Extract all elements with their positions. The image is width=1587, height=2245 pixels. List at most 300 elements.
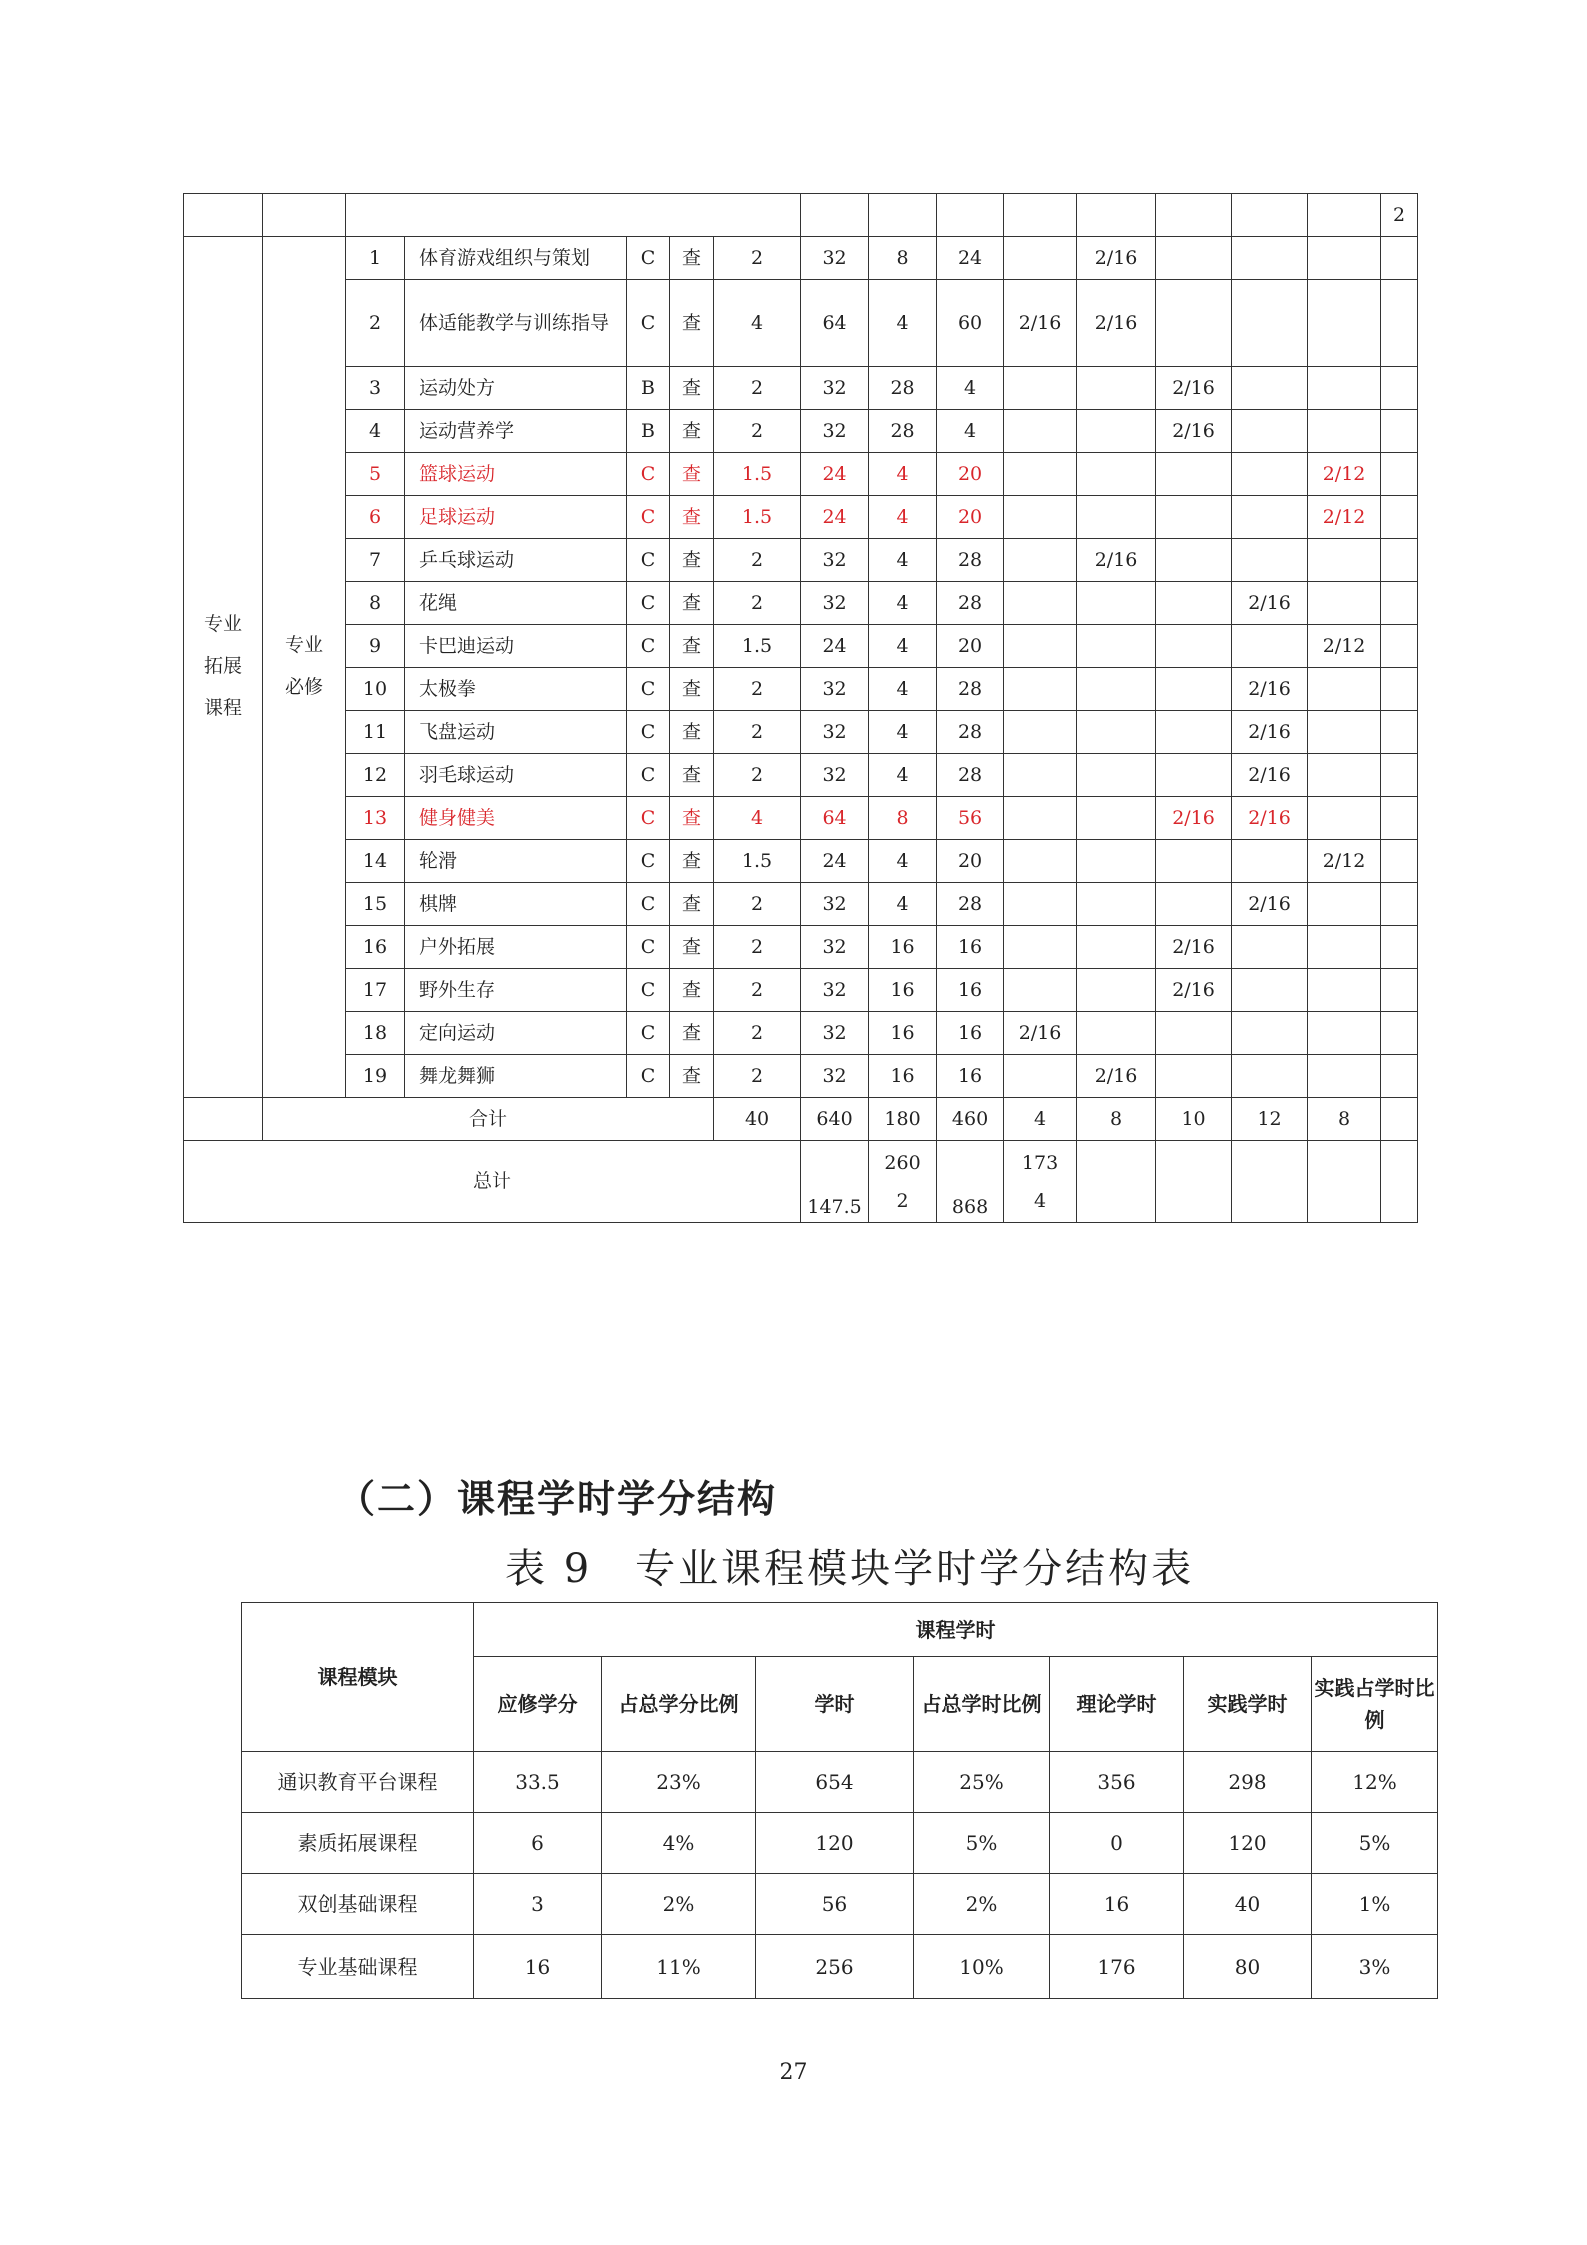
table-row (184, 1055, 1418, 1098)
subtotal-label: 合计 (263, 1098, 714, 1141)
semester-s3: 2/16 (1156, 367, 1232, 410)
total-practice-top: 173 (1021, 1151, 1059, 1174)
semester-s2 (1077, 625, 1156, 668)
course-name: 卡巴迪运动 (405, 625, 627, 668)
practice-hours: 28 (937, 582, 1004, 625)
semester-s2 (1077, 410, 1156, 453)
course-name: 户外拓展 (405, 926, 627, 969)
column-header: 占总学分比例 (602, 1657, 756, 1752)
course-number: 5 (346, 453, 405, 496)
table-cell (1381, 1012, 1418, 1055)
hours: 24 (801, 496, 869, 539)
credits: 1.5 (714, 496, 801, 539)
structure-practice: 80 (1184, 1935, 1312, 1999)
practice-hours: 20 (937, 496, 1004, 539)
table-cell (1381, 410, 1418, 453)
semester-s1 (1004, 625, 1077, 668)
hours: 32 (801, 926, 869, 969)
course-name: 足球运动 (405, 496, 627, 539)
course-number: 18 (346, 1012, 405, 1055)
course-number: 15 (346, 883, 405, 926)
course-type: C (627, 453, 670, 496)
exam-type: 查 (670, 926, 714, 969)
total-theory: 868 (937, 1141, 1004, 1223)
semester-s2 (1077, 797, 1156, 840)
course-number: 13 (346, 797, 405, 840)
column-header: 应修学分 (474, 1657, 602, 1752)
course-type: C (627, 1012, 670, 1055)
semester-s4 (1232, 1055, 1308, 1098)
table-cell (1381, 453, 1418, 496)
semester-s5 (1308, 1012, 1381, 1055)
structure-credit-pct: 11% (602, 1935, 756, 1999)
semester-s2 (1077, 367, 1156, 410)
structure-module: 双创基础课程 (242, 1874, 474, 1935)
course-type: C (627, 625, 670, 668)
course-number: 17 (346, 969, 405, 1012)
table-row (184, 711, 1418, 754)
course-type: C (627, 668, 670, 711)
semester-s5: 2/12 (1308, 496, 1381, 539)
course-type: C (627, 711, 670, 754)
theory-hours: 4 (869, 625, 937, 668)
semester-s5 (1308, 582, 1381, 625)
hours: 24 (801, 453, 869, 496)
table-cell (1381, 1141, 1418, 1223)
course-type: C (627, 926, 670, 969)
practice-hours: 60 (937, 280, 1004, 367)
exam-type: 查 (670, 539, 714, 582)
practice-hours: 56 (937, 797, 1004, 840)
theory-hours: 4 (869, 883, 937, 926)
table-cell (1381, 754, 1418, 797)
semester-s3: 2/16 (1156, 797, 1232, 840)
table-row (184, 797, 1418, 840)
semester-s3 (1156, 1055, 1232, 1098)
semester-s2 (1077, 496, 1156, 539)
total-practice-bottom: 4 (1034, 1189, 1047, 1212)
column-header: 占总学时比例 (914, 1657, 1050, 1752)
structure-hour-pct: 2% (914, 1874, 1050, 1935)
table-header-row (242, 1603, 1438, 1657)
structure-practice: 298 (1184, 1752, 1312, 1813)
practice-hours: 4 (937, 410, 1004, 453)
page-number: 27 (779, 2060, 808, 2085)
semester-s2 (1077, 883, 1156, 926)
exam-type: 查 (670, 237, 714, 280)
theory-hours: 16 (869, 1055, 937, 1098)
exam-type: 查 (670, 367, 714, 410)
semester-s3 (1156, 840, 1232, 883)
hours: 32 (801, 410, 869, 453)
table-cell (1381, 969, 1418, 1012)
exam-type: 查 (670, 280, 714, 367)
hours: 24 (801, 840, 869, 883)
semester-s1: 2/16 (1004, 1012, 1077, 1055)
credits: 1.5 (714, 840, 801, 883)
credits: 2 (714, 367, 801, 410)
structure-hours: 654 (756, 1752, 914, 1813)
semester-s5 (1308, 711, 1381, 754)
semester-s4 (1232, 926, 1308, 969)
structure-module: 专业基础课程 (242, 1935, 474, 1999)
hours: 32 (801, 367, 869, 410)
subtotal-s5: 8 (1308, 1098, 1381, 1141)
semester-s3: 2/16 (1156, 969, 1232, 1012)
semester-s5 (1308, 410, 1381, 453)
exam-type: 查 (670, 582, 714, 625)
column-header: 理论学时 (1050, 1657, 1184, 1752)
course-type: C (627, 797, 670, 840)
semester-s5 (1308, 754, 1381, 797)
course-name: 太极拳 (405, 668, 627, 711)
table-row (184, 1012, 1418, 1055)
column-header: 实践学时 (1184, 1657, 1312, 1752)
semester-s4: 2/16 (1232, 883, 1308, 926)
table-row (184, 754, 1418, 797)
credits: 4 (714, 797, 801, 840)
semester-s3: 2/16 (1156, 926, 1232, 969)
table-row (184, 625, 1418, 668)
course-name: 乒乓球运动 (405, 539, 627, 582)
credits: 2 (714, 754, 801, 797)
semester-s5 (1308, 280, 1381, 367)
semester-s1 (1004, 410, 1077, 453)
credits: 1.5 (714, 625, 801, 668)
semester-s1 (1004, 969, 1077, 1012)
course-type: C (627, 237, 670, 280)
course-type: C (627, 1055, 670, 1098)
course-name: 舞龙舞狮 (405, 1055, 627, 1098)
semester-s2 (1077, 754, 1156, 797)
table-row (242, 1935, 1438, 1999)
theory-hours: 4 (869, 668, 937, 711)
subtotal-s2: 8 (1077, 1098, 1156, 1141)
structure-theory: 176 (1050, 1935, 1184, 1999)
hours: 32 (801, 582, 869, 625)
semester-s5 (1308, 797, 1381, 840)
exam-type: 查 (670, 625, 714, 668)
semester-s1 (1004, 883, 1077, 926)
semester-s1 (1004, 797, 1077, 840)
credits: 2 (714, 539, 801, 582)
course-type: C (627, 280, 670, 367)
total-row (184, 1141, 1418, 1223)
practice-hours: 4 (937, 367, 1004, 410)
category-label: 专业 拓展 课程 (184, 237, 263, 1098)
table-cell (1381, 539, 1418, 582)
total-hours (869, 1141, 937, 1223)
theory-hours: 28 (869, 367, 937, 410)
hours: 32 (801, 237, 869, 280)
practice-hours: 16 (937, 1012, 1004, 1055)
practice-hours: 16 (937, 969, 1004, 1012)
practice-hours: 16 (937, 1055, 1004, 1098)
section-heading: （二）课程学时学分结构 (337, 1477, 778, 1521)
exam-type: 查 (670, 1055, 714, 1098)
practice-hours: 20 (937, 453, 1004, 496)
theory-hours: 4 (869, 280, 937, 367)
semester-s3: 2/16 (1156, 410, 1232, 453)
semester-s2 (1077, 668, 1156, 711)
structure-practice-pct: 1% (1312, 1874, 1438, 1935)
hours: 32 (801, 1055, 869, 1098)
course-name: 运动营养学 (405, 410, 627, 453)
structure-practice-pct: 5% (1312, 1813, 1438, 1874)
semester-s5 (1308, 926, 1381, 969)
course-name: 篮球运动 (405, 453, 627, 496)
semester-s1 (1004, 1055, 1077, 1098)
table-row (184, 668, 1418, 711)
semester-s4 (1232, 410, 1308, 453)
structure-hour-pct: 10% (914, 1935, 1050, 1999)
course-number: 19 (346, 1055, 405, 1098)
semester-s3 (1156, 496, 1232, 539)
practice-hours: 24 (937, 237, 1004, 280)
structure-theory: 0 (1050, 1813, 1184, 1874)
semester-s1 (1004, 668, 1077, 711)
theory-hours: 4 (869, 840, 937, 883)
structure-credit-pct: 23% (602, 1752, 756, 1813)
table-cell (1381, 711, 1418, 754)
total-credits: 147.5 (801, 1141, 869, 1223)
hours: 32 (801, 754, 869, 797)
table-cell (1381, 367, 1418, 410)
practice-hours: 28 (937, 883, 1004, 926)
semester-s4 (1232, 453, 1308, 496)
semester-s1 (1004, 453, 1077, 496)
semester-s2: 2/16 (1077, 280, 1156, 367)
theory-hours: 16 (869, 969, 937, 1012)
course-name: 羽毛球运动 (405, 754, 627, 797)
credits: 1.5 (714, 453, 801, 496)
semester-s2: 2/16 (1077, 237, 1156, 280)
semester-s5: 2/12 (1308, 840, 1381, 883)
course-name: 体适能教学与训练指导 (405, 280, 627, 367)
theory-hours: 8 (869, 237, 937, 280)
semester-s3 (1156, 625, 1232, 668)
structure-credits: 33.5 (474, 1752, 602, 1813)
semester-s3 (1156, 883, 1232, 926)
table-row (184, 237, 1418, 280)
credits: 2 (714, 1012, 801, 1055)
exam-type: 查 (670, 496, 714, 539)
total-hours-bottom: 2 (896, 1189, 909, 1212)
semester-s1 (1004, 926, 1077, 969)
semester-s3 (1156, 754, 1232, 797)
table-cell (1381, 1055, 1418, 1098)
semester-s2 (1077, 711, 1156, 754)
theory-hours: 4 (869, 453, 937, 496)
structure-practice: 120 (1184, 1813, 1312, 1874)
table-cell (1232, 1141, 1308, 1223)
total-hours-top: 260 (884, 1151, 921, 1174)
semester-s1 (1004, 539, 1077, 582)
theory-hours: 4 (869, 496, 937, 539)
structure-practice-pct: 12% (1312, 1752, 1438, 1813)
credits: 2 (714, 883, 801, 926)
semester-s1 (1004, 754, 1077, 797)
table-title: 表 9 专业课程模块学时学分结构表 (505, 1546, 1195, 1592)
practice-hours: 16 (937, 926, 1004, 969)
course-name: 棋牌 (405, 883, 627, 926)
semester-s3 (1156, 539, 1232, 582)
course-type: C (627, 754, 670, 797)
structure-module: 通识教育平台课程 (242, 1752, 474, 1813)
hours: 64 (801, 280, 869, 367)
table-row (242, 1874, 1438, 1935)
semester-s5 (1308, 237, 1381, 280)
structure-table (241, 1602, 1438, 1999)
hours: 24 (801, 625, 869, 668)
subtotal-hours: 640 (801, 1098, 869, 1141)
semester-s3 (1156, 582, 1232, 625)
course-number: 9 (346, 625, 405, 668)
practice-hours: 28 (937, 711, 1004, 754)
structure-hours: 120 (756, 1813, 914, 1874)
hours: 32 (801, 539, 869, 582)
exam-type: 查 (670, 797, 714, 840)
credits: 2 (714, 926, 801, 969)
semester-s1 (1004, 367, 1077, 410)
hours: 32 (801, 883, 869, 926)
subtotal-s3: 10 (1156, 1098, 1232, 1141)
hours: 32 (801, 969, 869, 1012)
semester-s2 (1077, 1012, 1156, 1055)
semester-s1 (1004, 711, 1077, 754)
table-row (184, 969, 1418, 1012)
semester-s4: 2/16 (1232, 711, 1308, 754)
exam-type: 查 (670, 840, 714, 883)
semester-s1 (1004, 237, 1077, 280)
practice-hours: 28 (937, 754, 1004, 797)
table-row (242, 1813, 1438, 1874)
course-table (183, 193, 1418, 1223)
course-number: 6 (346, 496, 405, 539)
table-cell (1381, 926, 1418, 969)
subtotal-row (184, 1098, 1418, 1141)
structure-practice-pct: 3% (1312, 1935, 1438, 1999)
table-row (184, 453, 1418, 496)
table-row (184, 840, 1418, 883)
theory-hours: 4 (869, 582, 937, 625)
table-cell (1381, 883, 1418, 926)
credits: 2 (714, 668, 801, 711)
structure-theory: 356 (1050, 1752, 1184, 1813)
course-name: 野外生存 (405, 969, 627, 1012)
exam-type: 查 (670, 883, 714, 926)
semester-s5 (1308, 668, 1381, 711)
credits: 2 (714, 711, 801, 754)
semester-s4: 2/16 (1232, 797, 1308, 840)
total-label: 总计 (184, 1141, 801, 1223)
table-cell (1381, 797, 1418, 840)
course-name: 花绳 (405, 582, 627, 625)
course-type: C (627, 883, 670, 926)
theory-hours: 16 (869, 926, 937, 969)
semester-s2: 2/16 (1077, 539, 1156, 582)
semester-s4: 2/16 (1232, 582, 1308, 625)
theory-hours: 4 (869, 711, 937, 754)
semester-s4 (1232, 539, 1308, 582)
semester-s4 (1232, 1012, 1308, 1055)
exam-type: 查 (670, 754, 714, 797)
course-number: 7 (346, 539, 405, 582)
course-number: 4 (346, 410, 405, 453)
credits: 2 (714, 410, 801, 453)
subtotal-credits: 40 (714, 1098, 801, 1141)
semester-s3 (1156, 237, 1232, 280)
semester-s4 (1232, 625, 1308, 668)
structure-credit-pct: 2% (602, 1874, 756, 1935)
semester-s3 (1156, 453, 1232, 496)
course-name: 飞盘运动 (405, 711, 627, 754)
course-number: 8 (346, 582, 405, 625)
practice-hours: 20 (937, 840, 1004, 883)
table-cell (1381, 668, 1418, 711)
table-cell (1381, 237, 1418, 280)
semester-s5: 2/12 (1308, 453, 1381, 496)
semester-s2: 2/16 (1077, 1055, 1156, 1098)
practice-hours: 28 (937, 668, 1004, 711)
theory-hours: 8 (869, 797, 937, 840)
course-type: C (627, 539, 670, 582)
semester-s4: 2/16 (1232, 754, 1308, 797)
table-cell (1156, 1141, 1232, 1223)
hours: 32 (801, 668, 869, 711)
table-cell (1077, 1141, 1156, 1223)
exam-type: 查 (670, 969, 714, 1012)
course-name: 运动处方 (405, 367, 627, 410)
course-number: 14 (346, 840, 405, 883)
semester-s5 (1308, 883, 1381, 926)
table-cell (1381, 625, 1418, 668)
table-row (184, 926, 1418, 969)
course-name: 体育游戏组织与策划 (405, 237, 627, 280)
semester-s2 (1077, 969, 1156, 1012)
total-practice (1004, 1141, 1077, 1223)
course-number: 12 (346, 754, 405, 797)
structure-hours: 56 (756, 1874, 914, 1935)
semester-s5 (1308, 367, 1381, 410)
subtotal-s1: 4 (1004, 1098, 1077, 1141)
semester-s3 (1156, 668, 1232, 711)
course-name: 定向运动 (405, 1012, 627, 1055)
table-cell (184, 1098, 263, 1141)
theory-hours: 16 (869, 1012, 937, 1055)
table-cell (1381, 1098, 1418, 1141)
hours: 32 (801, 711, 869, 754)
semester-s1: 2/16 (1004, 280, 1077, 367)
semester-s1 (1004, 582, 1077, 625)
hours: 32 (801, 1012, 869, 1055)
semester-s5: 2/12 (1308, 625, 1381, 668)
course-type: C (627, 496, 670, 539)
course-type: B (627, 410, 670, 453)
table-row (184, 410, 1418, 453)
course-name: 轮滑 (405, 840, 627, 883)
structure-credits: 6 (474, 1813, 602, 1874)
course-number: 3 (346, 367, 405, 410)
table-cell (1381, 582, 1418, 625)
hours: 64 (801, 797, 869, 840)
course-number: 10 (346, 668, 405, 711)
credits: 2 (714, 969, 801, 1012)
subtotal-practice: 460 (937, 1098, 1004, 1141)
table-cell (1381, 840, 1418, 883)
course-number: 11 (346, 711, 405, 754)
structure-hours: 256 (756, 1935, 914, 1999)
